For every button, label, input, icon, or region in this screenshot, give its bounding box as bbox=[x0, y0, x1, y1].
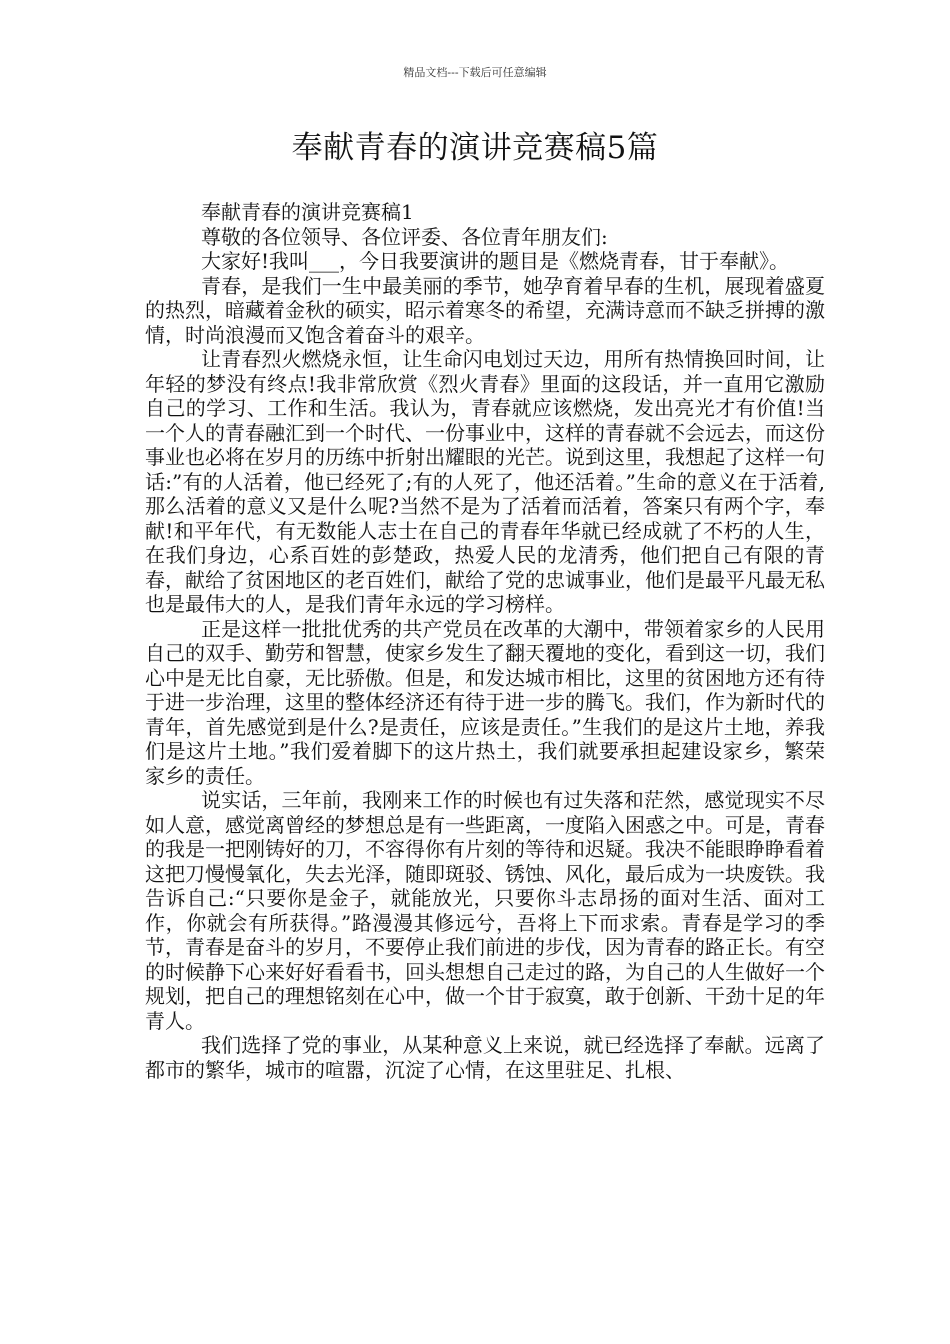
body-paragraph: 青春，是我们一生中最美丽的季节，她孕育着早春的生机，展现着盛夏的热烈，暗藏着金秋的硕实，昭示着寒冬的希望，充满诗意而不缺乏拼搏的激情，时尚浪漫而又饱含着奋斗的艰辛。 bbox=[145, 273, 825, 347]
greeting-paragraph: 大家好!我叫___，今日我要演讲的题目是《燃烧青春，甘于奉献》。 bbox=[201, 249, 790, 273]
subtitle-paragraph: 奉献青春的演讲竞赛稿1 bbox=[201, 200, 414, 224]
salutation-paragraph: 尊敬的各位领导、各位评委、各位青年朋友们: bbox=[201, 224, 608, 249]
document-title: 奉献青春的演讲竞赛稿5篇 bbox=[291, 130, 659, 166]
body-paragraph: 正是这样一批批优秀的共产党员在改革的大潮中，带领着家乡的人民用自己的双手、勤劳和智慧，使家乡发生了翻天覆地的变化，看到这一切，我们心中是无比自豪，无比骄傲。但是，和发达城市相比，这里的贫困地方还有待于进一步治理，这里的整体经济还有待于进一步的腾飞。我们，作为新时代的青年，首先感觉到是什么?是责任，应该是责任。”生我们的是这片土地，养我们是这片土地。”我们爱着脚下的这片热土，我们就要承担起建设家乡，繁荣家乡的责任。 bbox=[145, 616, 825, 788]
body-paragraph: 我们选择了党的事业，从某种意义上来说，就已经选择了奉献。远离了都市的繁华，城市的喧嚣，沉淀了心情，在这里驻足、扎根、 bbox=[145, 1033, 825, 1082]
body-paragraph: 说实话，三年前，我刚来工作的时候也有过失落和茫然，感觉现实不尽如人意，感觉离曾经的梦想总是有一些距离，一度陷入困惑之中。可是，青春的我是一把刚铸好的刀，不容得你有片刻的等待和迟疑。我决不能眼睁睁看着这把刀慢慢氧化，失去光泽，随即斑驳、锈蚀、风化，最后成为一块废铁。我告诉自己:“只要你是金子，就能放光，只要你斗志昂扬的面对生活、面对工作，你就会有所获得。”路漫漫其修远兮，吾将上下而求索。青春是学习的季节，青春是奋斗的岁月，不要停止我们前进的步伐，因为青春的路正长。有空的时候静下心来好好看看书，回头想想自己走过的路，为自己的人生做好一个规划，把自己的理想铭刻在心中，做一个甘于寂寞，敢于创新、干劲十足的年青人。 bbox=[145, 788, 825, 1033]
document-body bbox=[145, 200, 825, 1082]
body-paragraph: 让青春烈火燃烧永恒，让生命闪电划过天边，用所有热情换回时间，让年轻的梦没有终点!我非常欣赏《烈火青春》里面的这段话，并一直用它激励自己的学习、工作和生活。我认为，青春就应该燃烧，发出亮光才有价值!当一个人的青春融汇到一个时代、一份事业中，这样的青春就不会远去，而这份事业也必将在岁月的历练中折射出耀眼的光芒。说到这里，我想起了这样一句话:”有的人活着，他已经死了;有的人死了，他还活着。”生命的意义在于活着,那么活着的意义又是什么呢?当然不是为了活着而活着，答案只有两个字，奉献!和平年代，有无数能人志士在自己的青春年华就已经成就了不朽的人生，在我们身边，心系百姓的彭楚政，热爱人民的龙清秀，他们把自己有限的青春，献给了贫困地区的老百姓们，献给了党的忠诚事业，他们是最平凡最无私也是最伟大的人，是我们青年永远的学习榜样。 bbox=[145, 347, 825, 616]
header-note: 精品文档---下载后可任意编辑 bbox=[403, 66, 547, 79]
